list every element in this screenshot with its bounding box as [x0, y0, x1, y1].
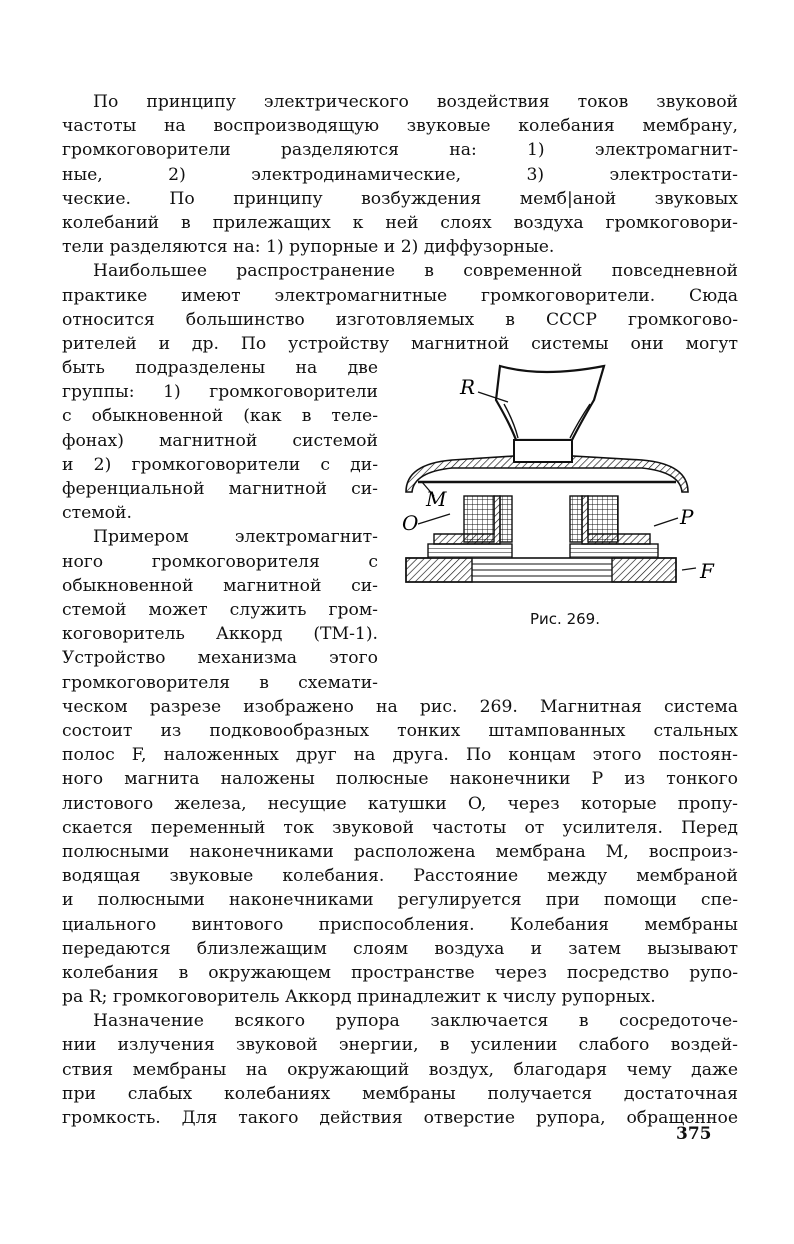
text-line: ференциальной магнитной си- [62, 479, 378, 499]
text-line: По принципу электрического воздействия токов звуковой [93, 92, 738, 112]
text-line: Наибольшее распространение в современной повседневной [93, 261, 738, 282]
horn [496, 366, 604, 462]
text-line: ные, 2) электродинамические, 3) электростати- [62, 164, 738, 185]
loudspeaker-diagram [392, 364, 738, 604]
text-line: скается переменный ток звуковой частоты от усилителя. Перед [62, 817, 738, 838]
text-line: при слабых колебаниях мембраны получается достаточная [62, 1083, 738, 1104]
page-number: 375 [676, 1124, 712, 1144]
label-M: M [426, 487, 447, 512]
text-line: полюсными наконечниками расположена мембрана M, воспроиз- [62, 841, 738, 862]
text-line: Примером электромагнит- [93, 527, 378, 548]
text-line: стемой. [62, 503, 132, 524]
text-line: ствия мембраны на окружающий воздух, благодаря чему даже [62, 1059, 738, 1080]
label-F: F [700, 559, 714, 584]
paragraph-1 [62, 90, 738, 259]
text-line: практике имеют электромагнитные громкоговорители. Сюда [62, 285, 738, 306]
text-line: и полюсными наконечниками регулируется при помощи спе- [62, 890, 738, 911]
text-line: листового железа, несущие катушки O, через которые пропу- [62, 793, 738, 814]
label-O: O [402, 511, 419, 536]
figure-wrap-zone [62, 356, 738, 695]
text-line: колебания в окружающем пространстве через посредство рупо- [62, 962, 738, 983]
text-line: громкоговорители разделяются на: 1) электромагнит- [62, 140, 738, 161]
text-line: тели разделяются на: 1) рупорные и 2) диффузорные. [62, 237, 555, 258]
text-line: Назначение всякого рупора заключается в сосредоточе- [93, 1011, 738, 1032]
text-line: ного громкоговорителя с [62, 551, 378, 572]
label-R: R [460, 375, 476, 400]
text-line: группы: 1) громкоговорители [62, 382, 378, 403]
text-line: состоит из подковообразных тонких штампованных стальных [62, 721, 738, 742]
label-P: P [680, 505, 694, 530]
text-line: громкость. Для такого действия отверстие рупора, обращенное [62, 1108, 738, 1129]
text-line: быть подразделены на две [62, 358, 378, 379]
text-line: с обыкновенной (как в теле- [62, 406, 378, 427]
text-line: рителей и др. По устройству магнитной системы они могут [62, 333, 738, 354]
paragraph-2 [62, 259, 738, 356]
page-text [62, 90, 738, 1130]
figure-caption: Рис. 269. [530, 610, 600, 629]
text-line: громкоговорителя в схемати- [62, 672, 378, 693]
text-line: стемой может служить гром- [62, 599, 378, 620]
magnet-strips [406, 558, 676, 582]
text-line: водящая звуковые колебания. Расстояние между мембраной [62, 866, 738, 887]
text-line: полос F, наложенных друг на друга. По концам этого постоян- [62, 745, 738, 766]
text-line: частоты на воспроизводящую звуковые колебания мембрану, [62, 116, 738, 137]
right-pole-assembly [570, 496, 658, 558]
text-line: циального винтового приспособления. Колебания мембраны [62, 914, 738, 935]
figure-269 [392, 356, 738, 656]
text-line: и 2) громкоговорители с ди- [62, 454, 378, 475]
text-line: фонах) магнитной системой [62, 430, 378, 451]
text-line: относится большинство изготовляемых в СССР громкогово- [62, 309, 738, 330]
text-line: колебаний в прилежащих к ней слоях воздуха громкоговори- [62, 212, 738, 233]
text-line: ра R; громкоговоритель Аккорд принадлежит к числу рупорных. [62, 987, 656, 1008]
text-line: обыкновенной магнитной си- [62, 575, 378, 596]
text-line: нии излучения звуковой энергии, в усилении слабого воздей- [62, 1035, 738, 1056]
paragraph-4 [62, 1009, 738, 1130]
text-line: ческие. По принципу возбуждения мемб|аной звуковых [62, 188, 738, 209]
text-line: ного магнита наложены полюсные наконечники P из тонкого [62, 769, 738, 790]
text-line: ческом разрезе изображено на рис. 269. Магнитная система [62, 696, 738, 717]
text-line: передаются близлежащим слоям воздуха и затем вызывают [62, 938, 738, 959]
paragraph-3 [62, 695, 738, 1009]
text-line: Устройство механизма этого [62, 648, 378, 669]
text-line: коговоритель Аккорд (ТМ-1). [62, 624, 378, 645]
housing [406, 456, 688, 492]
